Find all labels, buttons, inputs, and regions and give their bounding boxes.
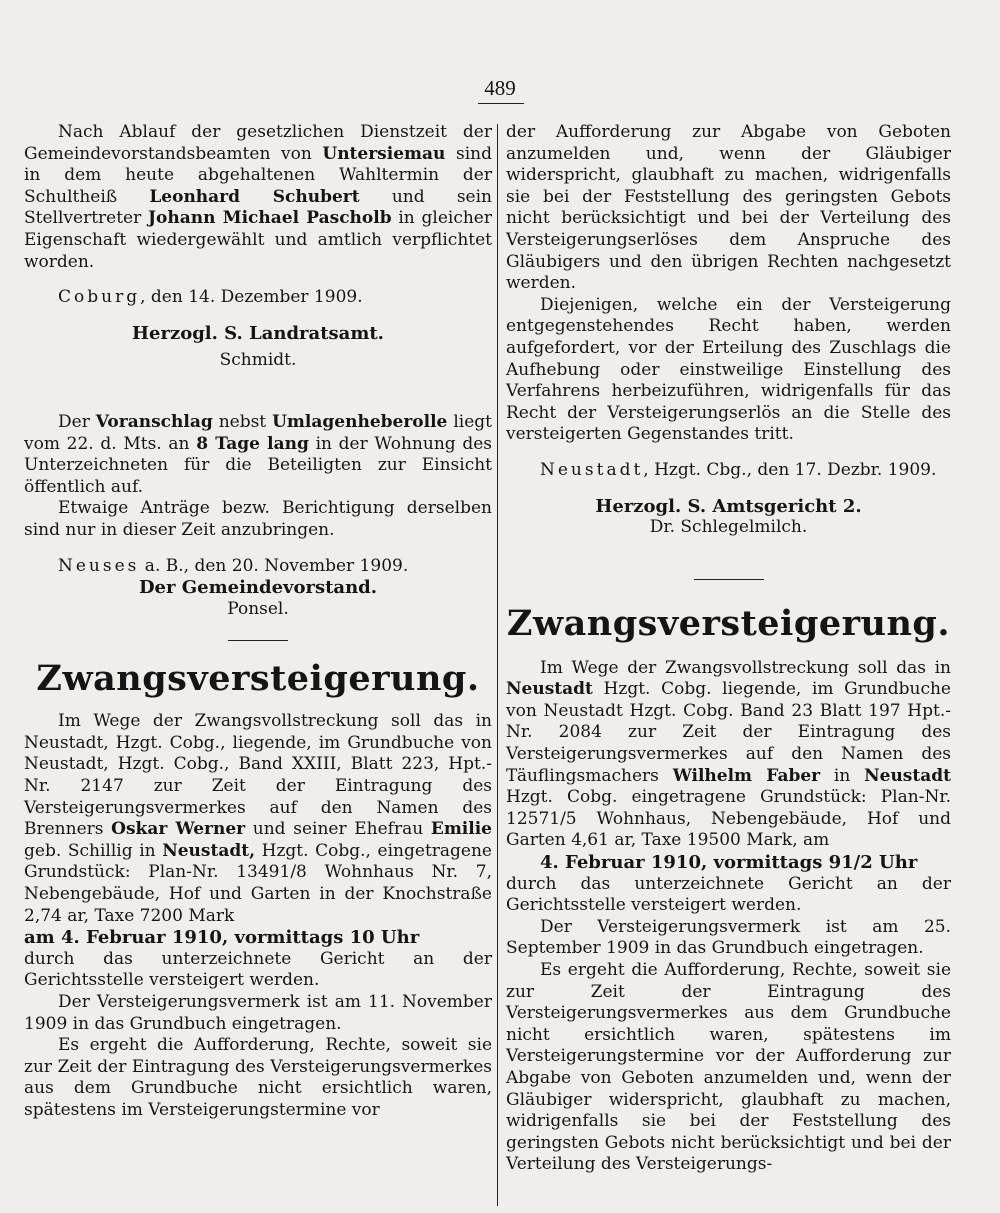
- text: und sein Stellvertreter: [24, 186, 492, 229]
- text: Wohnhaus Nr. 7, Nebengebäude, Hof und Garten in der Knochstraße 2,74 ar, Taxe 7200 Mark: [24, 862, 492, 926]
- keyword: 8 Tage lang: [196, 433, 309, 454]
- section-title: Zwangsversteigerung.: [36, 658, 480, 700]
- page-number-rule: [478, 103, 524, 104]
- official-name: Dr. Schlegelmilch.: [649, 517, 808, 538]
- registration-note: Der Versteigerungsvermerk ist am 25. September 1909 in das Grundbuch eingetragen.: [506, 916, 951, 959]
- column-divider: [497, 124, 498, 1206]
- person-name: Johann Michael Pascholb: [148, 208, 392, 229]
- text: geb. Schillig in: [24, 840, 163, 861]
- person-name: Wilhelm Faber: [672, 765, 821, 786]
- objection-notice: Diejenigen, welche ein der Versteigerung entgegenstehendes Recht haben, werden aufgefordert, vor der Erteilung des Zuschlags die Aufhebung oder einstweilige Einstellung des Verfahrens herbeizuführen, widrigenfalls für das Recht der Versteigerungserlös an die Stelle des versteigerten Gegenstandes tritt.: [506, 294, 951, 445]
- place: Neustadt: [540, 459, 644, 480]
- registration-note: Der Versteigerungsvermerk ist am 11. November 1909 in das Grundbuch eingetragen.: [24, 992, 492, 1034]
- person-name: Leonhard Schubert: [149, 186, 360, 207]
- place-name: Neustadt,: [162, 840, 256, 861]
- text: Hzgt. Cobg., eingetragene Grundstück: Plan-Nr. 1349: [24, 840, 492, 883]
- text: sind in dem heute abgehaltenen Wahltermin der Schultheiß: [24, 143, 492, 207]
- section-title: Zwangsversteigerung.: [506, 602, 951, 644]
- text: Nach Ablauf der gesetzlichen Dienstzeit der Gemeindevorstandsbeamten von: [24, 122, 492, 164]
- place-name: Neustadt: [506, 679, 593, 700]
- right-column: [506, 122, 951, 1176]
- text: Im Wege der Zwangsvollstreckung soll das in Neustadt, Hzgt. Cobg., liegende, im Grundbuche von Neustadt, Hzgt. Cobg., Band XXIII, Blatt 223, Hpt.-Nr. 2147 zur Zeit der Eintragung des Versteigerungsvermerkes auf den Namen des Brenners: [24, 711, 492, 840]
- text: in der Wohnung des Unterzeichneten für die Beteiligten zur Einsicht öffentlich auf.: [24, 433, 493, 497]
- official-name: Ponsel.: [227, 598, 289, 619]
- keyword: Voranschlag: [95, 411, 213, 432]
- date-text: 4. Februar 1910, vormittags 9: [540, 852, 842, 874]
- place: Coburg: [58, 287, 141, 308]
- text: liegt vom 22. d. Mts. an: [24, 411, 492, 454]
- notice-election: [24, 122, 492, 273]
- auction-date: [506, 852, 951, 874]
- place-name: Neustadt: [864, 765, 951, 786]
- text: in gleicher Eigenschaft wiedergewählt und amtlich verpflichtet worden.: [24, 208, 492, 272]
- date-text: Uhr: [872, 852, 918, 874]
- text: und seiner Ehefrau: [245, 819, 431, 840]
- dateline: [506, 460, 951, 482]
- auction-court: durch das unterzeichnete Gericht an der Gerichtsstelle versteigert werden.: [506, 873, 951, 916]
- auction-notice: [506, 658, 951, 852]
- authority-signature: Der Gemeindevorstand.: [138, 577, 378, 599]
- fraction: 1/8: [279, 862, 307, 883]
- text: Der: [58, 411, 96, 432]
- rights-notice-continued: der Aufforderung zur Abgabe von Geboten anzumelden und, wenn der Gläubiger widerspricht, glaubhaft zu machen, widrigenfalls sie bei der Feststellung des geringsten Gebots nicht berücksichtigt und bei der Verteilung des Versteigerungserlöses dem Anspruche des Gläubigers und den übrigen Rechten nachgesetzt werden.: [506, 122, 951, 294]
- rights-notice: Es ergeht die Aufforderung, Rechte, soweit sie zur Zeit der Eintragung des Versteigerungsvermerkes aus dem Grundbuche nicht ersichtlich waren, spätestens im Versteigerungstermine vor der Aufforderung zur Abgabe von Geboten anzumelden und, wenn der Gläubiger widerspricht, glaubhaft zu machen, widrigenfalls sie bei der Feststellung des geringsten Gebots nicht berücksichtigt und bei der Verteilung des Versteigerungs-: [506, 960, 951, 1175]
- fraction: 1/2: [841, 852, 873, 874]
- place: Neuses: [58, 555, 140, 576]
- text: Hzgt. Cobg. eingetragene Grundstück: Plan-Nr. 1257: [506, 787, 951, 829]
- place-name: Untersiemau: [322, 143, 446, 164]
- notice-budget: [24, 412, 492, 498]
- rights-notice: Es ergeht die Aufforderung, Rechte, soweit sie zur Zeit der Eintragung des Versteigerungsvermerkes aus dem Grundbuche nicht ersichtlich waren, spätestens im Versteigerungstermine vor: [24, 1035, 492, 1120]
- fraction: 1/5: [549, 808, 577, 829]
- keyword: Umlagenheberolle: [272, 411, 448, 432]
- auction-date: am 4. Februar 1910, vormittags 10 Uhr: [24, 927, 420, 949]
- text: Hzgt. Cobg. liegende, im Grundbuche von Neustadt Hzgt. Cobg. Band 23 Blatt 197 Hpt.-Nr. 2084 zur Zeit der Eintragung des Versteigerungsvermerkes auf den Namen des Täuflingsmachers: [506, 679, 951, 786]
- dateline: [24, 556, 492, 578]
- section-rule: [228, 640, 288, 641]
- person-name: Oskar Werner: [111, 819, 246, 840]
- date: a. B., den 20. November 1909.: [139, 555, 409, 576]
- authority-signature: Herzogl. S. Amtsgericht 2.: [595, 495, 862, 517]
- section-rule: [694, 579, 764, 580]
- text: in: [820, 765, 865, 786]
- text: Im Wege der Zwangsvollstreckung soll das in: [540, 657, 951, 678]
- auction-notice: [24, 711, 492, 927]
- dateline: [24, 287, 492, 309]
- page-number: 489: [484, 76, 516, 100]
- date: , Hzgt. Cbg., den 17. Dezbr. 1909.: [643, 459, 937, 480]
- authority-signature: Herzogl. S. Landratsamt.: [132, 322, 384, 344]
- auction-court: durch das unterzeichnete Gericht an der Gerichtsstelle versteigert werden.: [24, 948, 492, 991]
- person-name: Emilie: [430, 819, 492, 840]
- date: , den 14. Dezember 1909.: [140, 287, 363, 308]
- official-name: Schmidt.: [219, 350, 297, 371]
- notice-budget-followup: Etwaige Anträge bezw. Berichtigung derselben sind nur in dieser Zeit anzubringen.: [24, 498, 492, 540]
- left-column: [24, 122, 492, 1122]
- text: Wohnhaus, Nebengebäude, Hof und Garten 4,61 ar, Taxe 19500 Mark, am: [506, 808, 951, 851]
- text: nebst: [212, 411, 273, 432]
